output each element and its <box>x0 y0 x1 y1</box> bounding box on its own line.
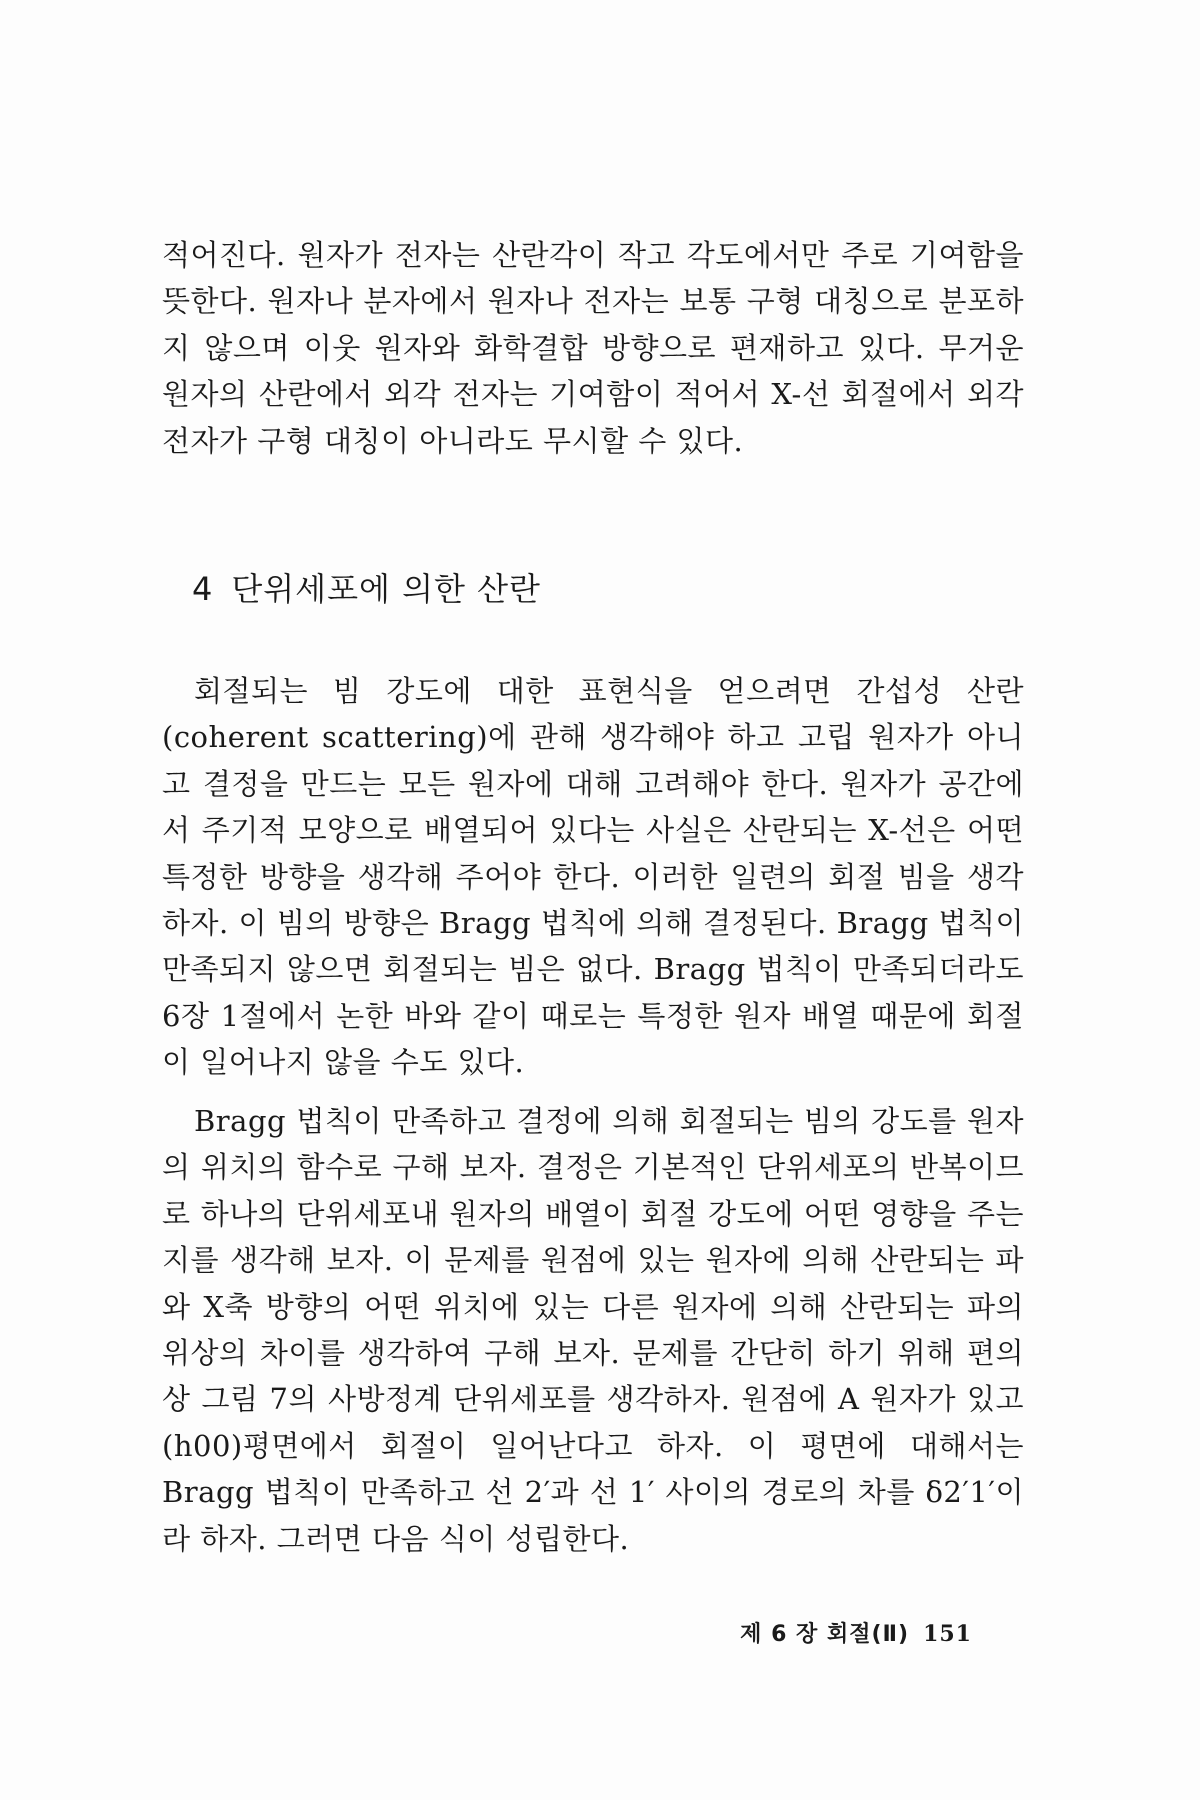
page-footer <box>740 1617 972 1648</box>
page-number: 151 <box>923 1621 972 1647</box>
section-paragraph-1: 회절되는 빔 강도에 대한 표현식을 얻으려면 간섭성 산란(coherent scattering)에 관해 생각해야 하고 고립 원자가 아니고 결정을 만드는 모든 원자에 대해 고려해야 한다. 원자가 공간에서 주기적 모양으로 배열되어 있다는 사실은 산란되는 X-선은 어떤 특정한 방향을 생각해 주어야 한다. 이러한 일련의 회절 빔을 생각하자. 이 빔의 방향은 Bragg 법칙에 의해 결정된다. Bragg 법칙이 만족되지 않으면 회절되는 빔은 없다. Bragg 법칙이 만족되더라도 6장 1절에서 논한 바와 같이 때로는 특정한 원자 배열 때문에 회절이 일어나지 않을 수도 있다. <box>162 674 1024 1080</box>
section-title: 단위세포에 의한 산란 <box>231 570 541 608</box>
chapter-label: 제 6 장 회절(Ⅱ) <box>740 1622 910 1647</box>
paragraph-continued: 적어진다. 원자가 전자는 산란각이 작고 각도에서만 주로 기여함을 뜻한다. 원자나 분자에서 원자나 전자는 보통 구형 대칭으로 분포하지 않으며 이웃 원자와 화학결합 방향으로 편재하고 있다. 무거운 원자의 산란에서 외각 전자는 기여함이 적어서 X-선 회절에서 외각 전자가 구형 대칭이 아니라도 무시할 수 있다. <box>162 238 1024 458</box>
section-heading <box>192 564 541 610</box>
section-number: 4 <box>192 570 214 608</box>
section-paragraph-2: Bragg 법칙이 만족하고 결정에 의해 회절되는 빔의 강도를 원자의 위치의 함수로 구해 보자. 결정은 기본적인 단위세포의 반복이므로 하나의 단위세포내 원자의 배열이 회절 강도에 어떤 영향을 주는지를 생각해 보자. 이 문제를 원점에 있는 원자에 의해 산란되는 파와 X축 방향의 어떤 위치에 있는 다른 원자에 의해 산란되는 파의 위상의 차이를 생각하여 구해 보자. 문제를 간단히 하기 위해 편의상 그림 7의 사방정계 단위세포를 생각하자. 원점에 A 원자가 있고 (h00)평면에서 회절이 일어난다고 하자. 이 평면에 대해서는 Bragg 법칙이 만족하고 선 2′과 선 1′ 사이의 경로의 차를 δ2′1′이라 하자. 그러면 다음 식이 성립한다. <box>162 1104 1024 1556</box>
